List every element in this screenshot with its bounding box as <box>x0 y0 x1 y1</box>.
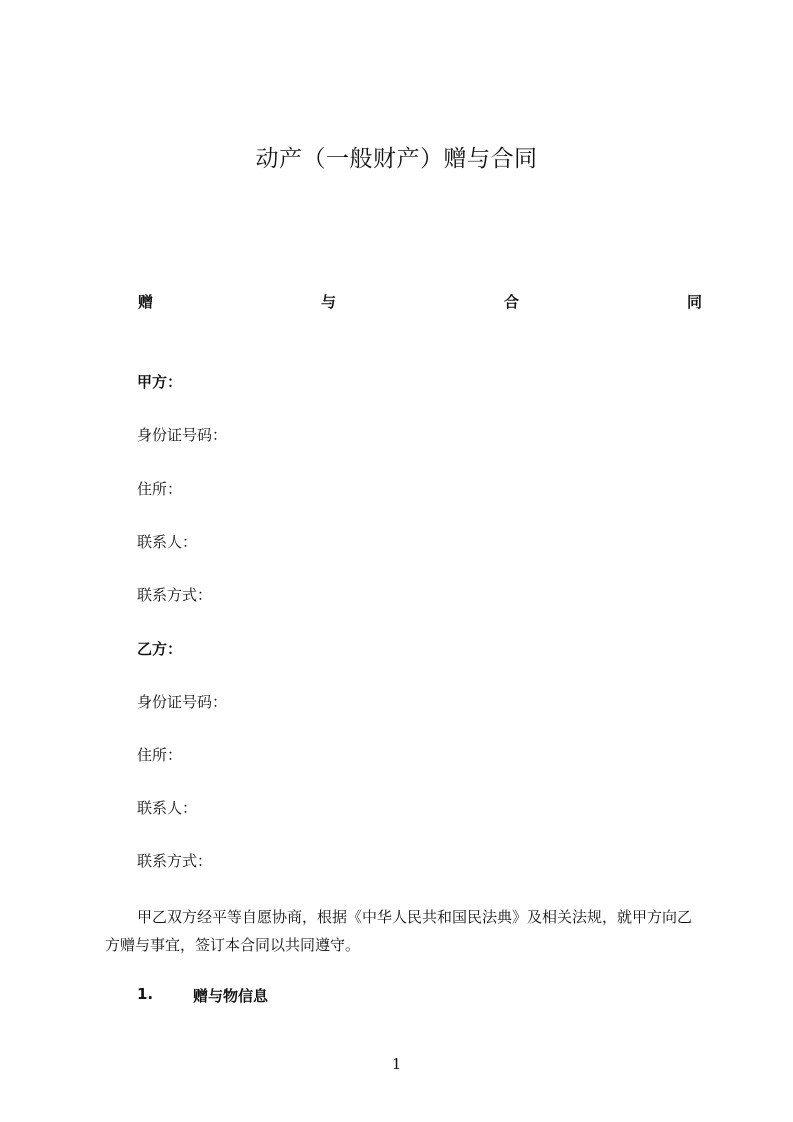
party-b-contact-method-label: 联系方式： <box>137 852 213 870</box>
section-title: 赠与物信息 <box>193 987 269 1005</box>
contract-heading <box>138 291 702 312</box>
heading-char: 合 <box>503 293 519 311</box>
party-b-address-label: 住所： <box>137 746 183 764</box>
party-b-id-label: 身份证号码： <box>137 693 228 711</box>
heading-char: 同 <box>686 293 702 311</box>
party-a-contact-method-label: 联系方式： <box>137 586 213 604</box>
page-number: 1 <box>391 1055 402 1073</box>
heading-char: 与 <box>320 293 336 311</box>
party-b-label: 乙方： <box>137 640 183 658</box>
heading-char: 赠 <box>138 293 154 311</box>
intro-paragraph: 甲乙双方经平等自愿协商，根据《中华人民共和国民法典》及相关法规，就甲方向乙方赠与事宜，签订本合同以共同遵守。 <box>105 908 693 954</box>
party-a-id-label: 身份证号码： <box>137 426 228 444</box>
party-a-label: 甲方： <box>137 373 183 391</box>
party-a-contact-label: 联系人： <box>137 533 198 551</box>
party-b-contact-label: 联系人： <box>137 799 198 817</box>
section-number: 1. <box>137 985 154 1003</box>
document-title: 动产（一般财产）赠与合同 <box>255 146 538 172</box>
section-heading <box>137 985 268 1006</box>
party-a-address-label: 住所： <box>137 480 183 498</box>
